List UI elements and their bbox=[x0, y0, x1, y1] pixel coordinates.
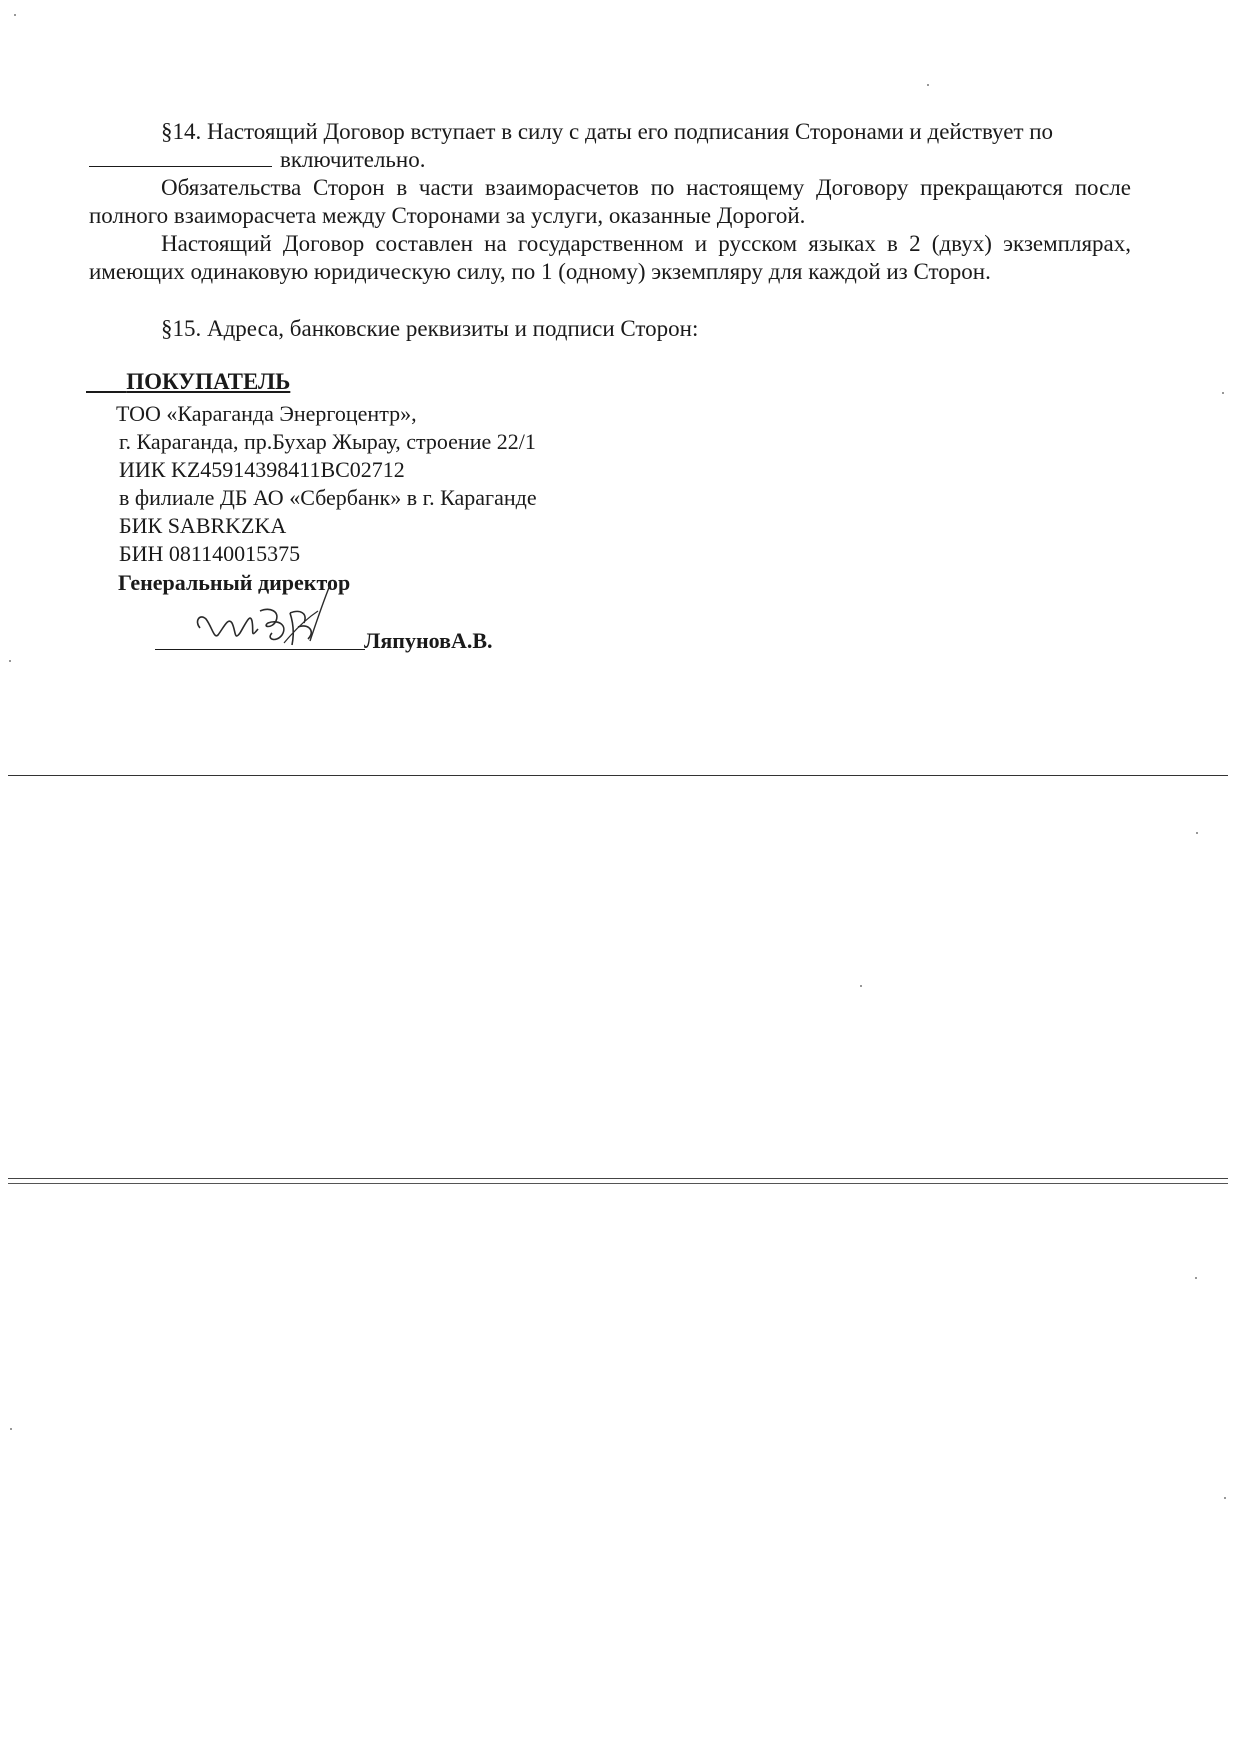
paragraph-obligations: Обязательства Сторон в части взаиморасчетов по настоящему Договору прекращаются после полного взаиморасчета между Сторонами за услуги, оказанные Дорогой. bbox=[89, 175, 1131, 228]
buyer-heading-text: ПОКУПАТЕЛЬ bbox=[126, 369, 291, 394]
buyer-position: Генеральный директор bbox=[118, 570, 351, 595]
scan-speck bbox=[9, 660, 11, 662]
paragraph-15: §15. Адреса, банковские реквизиты и подписи Сторон: bbox=[161, 316, 699, 341]
buyer-heading bbox=[86, 369, 290, 395]
paragraph-14 bbox=[89, 118, 1131, 146]
buyer-bik: БИК SABRKZKA bbox=[119, 513, 287, 538]
scan-speck bbox=[1195, 1277, 1197, 1279]
horizontal-divider bbox=[8, 775, 1228, 776]
double-horizontal-divider bbox=[8, 1178, 1228, 1184]
scan-speck bbox=[1196, 832, 1198, 834]
buyer-company: ТОО «Караганда Энергоцентр», bbox=[116, 401, 417, 426]
paragraph-14-text: §14. Настоящий Договор вступает в силу с даты его подписания Сторонами и действует по bbox=[161, 119, 1054, 144]
scan-speck bbox=[860, 985, 862, 987]
buyer-bank: в филиале ДБ АО «Сбербанк» в г. Караганде bbox=[119, 485, 537, 510]
scan-speck bbox=[10, 1428, 12, 1430]
scan-speck bbox=[1222, 392, 1224, 394]
buyer-signer-name: ЛяпуновА.В. bbox=[364, 628, 493, 653]
buyer-bin: БИН 081140015375 bbox=[119, 541, 301, 566]
buyer-iik: ИИК KZ45914398411BC02712 bbox=[119, 457, 405, 482]
blank-date-field bbox=[89, 148, 272, 167]
paragraph-14-continuation-text: включительно. bbox=[280, 147, 426, 172]
scan-speck bbox=[14, 14, 16, 16]
paragraph-14-continuation bbox=[89, 146, 1131, 174]
scan-speck bbox=[927, 84, 929, 86]
buyer-address: г. Караганда, пр.Бухар Жырау, строение 22/1 bbox=[119, 429, 536, 454]
handwritten-signature bbox=[190, 583, 335, 658]
paragraph-languages: Настоящий Договор составлен на государственном и русском языках в 2 (двух) экземплярах, имеющих одинаковую юридическую силу, по 1 (одному) экземпляру для каждой из Сторон. bbox=[89, 231, 1131, 284]
scan-speck bbox=[1224, 1497, 1226, 1499]
